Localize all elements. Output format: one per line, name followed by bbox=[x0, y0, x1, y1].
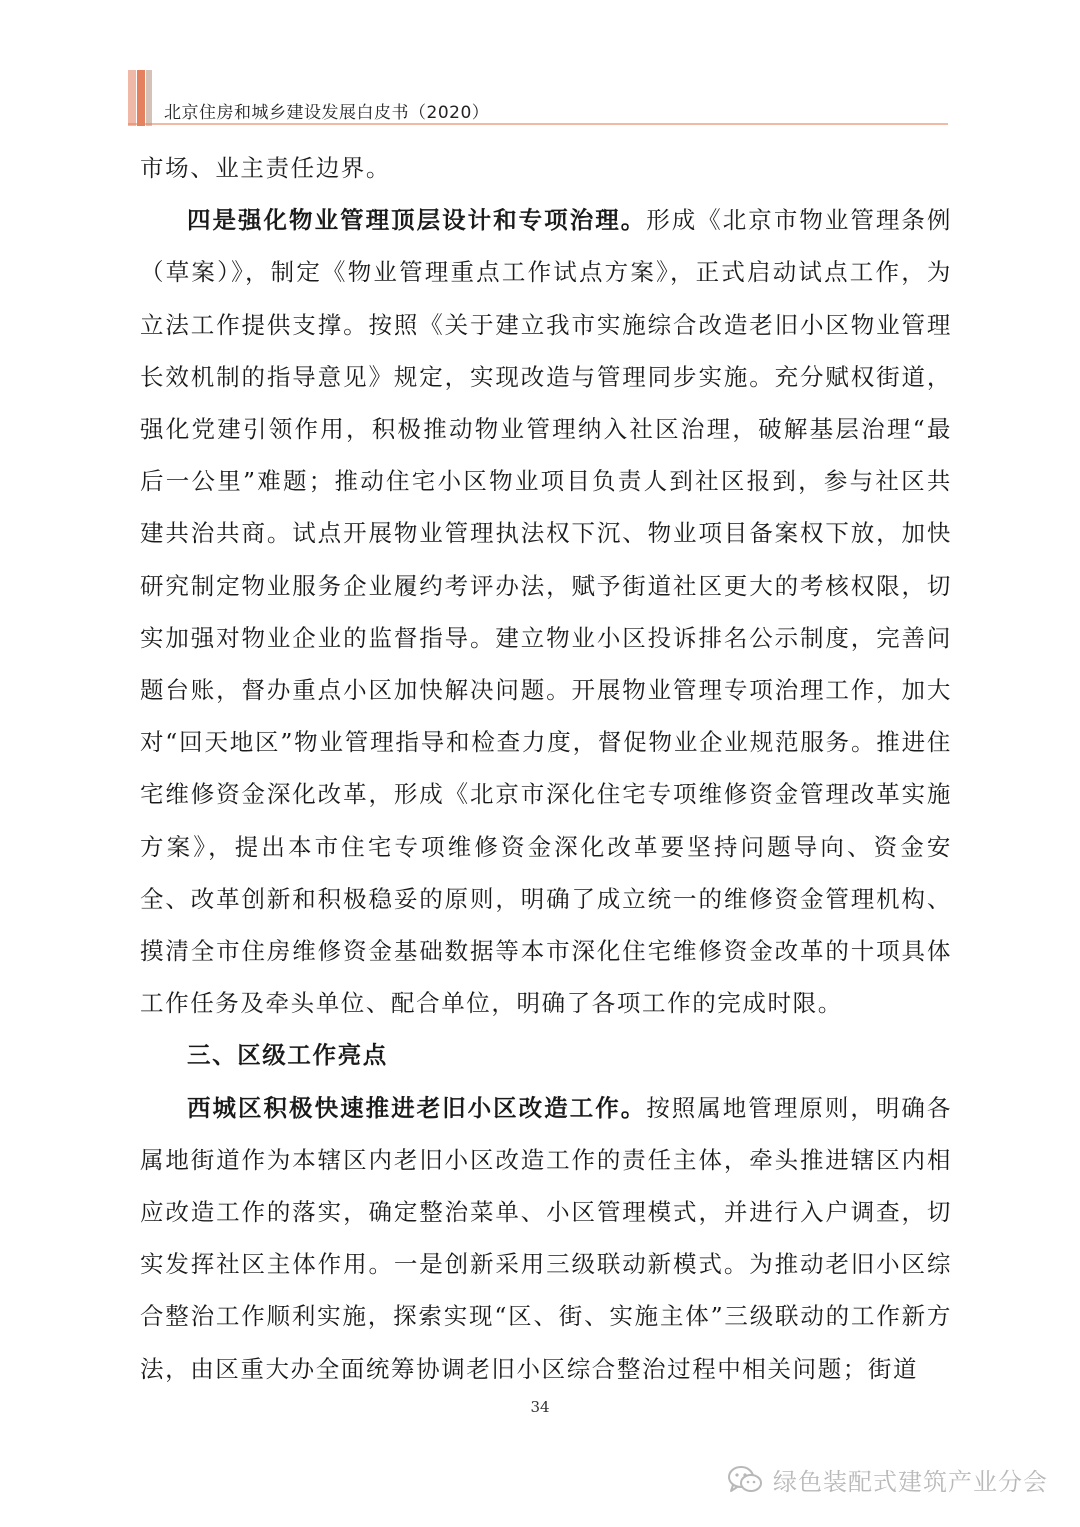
document-title: 北京住房和城乡建设发展白皮书（2020） bbox=[164, 103, 490, 123]
wechat-icon bbox=[727, 1465, 763, 1495]
header-divider bbox=[128, 123, 948, 125]
page-number: 34 bbox=[530, 1398, 550, 1416]
header-accent-bar bbox=[128, 70, 136, 126]
header-accent-bar bbox=[137, 70, 145, 126]
section-heading: 三、区级工作亮点 bbox=[187, 1041, 388, 1070]
document-body bbox=[140, 142, 952, 1395]
paragraph-body: 按照属地管理原则，明确各属地街道作为本辖区内老旧小区改造工作的责任主体，牵头推进辖区内相应改造工作的落实，确定整治菜单、小区管理模式，并进行入户调查，切实发挥社区主体作用。一是创新采用三级联动新模式。为推动老旧小区综合整治工作顺利实施，探索实现“区、街、实施主体”三级联动的工作新方法，由区重大办全面统筹协调老旧小区综合整治过程中相关问题；街道 bbox=[140, 1093, 952, 1383]
paragraph-lead: 四是强化物业管理顶层设计和专项治理。 bbox=[187, 206, 647, 235]
paragraph-property-management bbox=[140, 194, 952, 1029]
watermark-text: 绿色装配式建筑产业分会 bbox=[773, 1468, 1048, 1496]
paragraph-xicheng bbox=[140, 1082, 952, 1395]
paragraph-lead: 西城区积极快速推进老旧小区改造工作。 bbox=[187, 1093, 647, 1122]
paragraph-body: 形成《北京市物业管理条例（草案）》，制定《物业管理重点工作试点方案》，正式启动试点工作，为立法工作提供支撑。按照《关于建立我市实施综合改造老旧小区物业管理长效机制的指导意见》规定，实现改造与管理同步实施。充分赋权街道，强化党建引领作用，积极推动物业管理纳入社区治理，破解基层治理“最后一公里”难题；推动住宅小区物业项目负责人到社区报到，参与社区共建共治共商。试点开展物业管理执法权下沉、物业项目备案权下放，加快研究制定物业服务企业履约考评办法，赋予街道社区更大的考核权限，切实加强对物业企业的监督指导。建立物业小区投诉排名公示制度，完善问题台账，督办重点小区加快解决问题。开展物业管理专项治理工作，加大对“回天地区”物业管理指导和检查力度，督促物业企业规范服务。推进住宅维修资金深化改革，形成《北京市深化住宅专项维修资金管理改革实施方案》，提出本市住宅专项维修资金深化改革要坚持问题导向、资金安全、改革创新和积极稳妥的原则，明确了成立统一的维修资金管理机构、摸清全市住房维修资金基础数据等本市深化住宅维修资金改革的十项具体工作任务及牵头单位、配合单位，明确了各项工作的完成时限。 bbox=[140, 206, 952, 1018]
page-header bbox=[128, 70, 948, 126]
watermark bbox=[727, 1462, 1048, 1497]
header-accent-bar bbox=[146, 70, 152, 126]
paragraph-continued: 市场、业主责任边界。 bbox=[140, 154, 391, 182]
